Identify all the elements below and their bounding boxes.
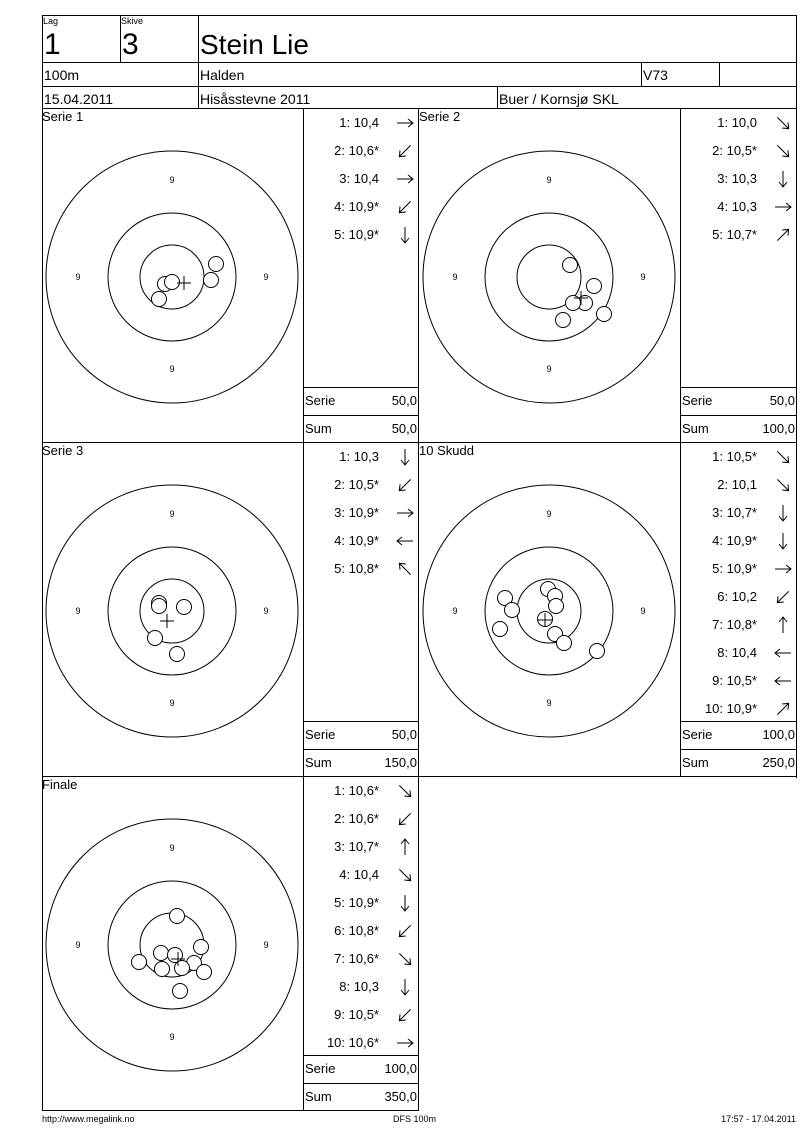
- shot-value: 2: 10,6*: [334, 811, 379, 826]
- shot-direction-icon: [773, 643, 793, 663]
- shot-row: [303, 534, 419, 548]
- shot-direction-icon: [395, 893, 415, 913]
- shot-value: 5: 10,9*: [712, 561, 757, 576]
- shot-direction-icon: [773, 503, 793, 523]
- shot-hole: [152, 599, 167, 614]
- sum-label: Sum: [682, 421, 709, 436]
- shot-hole: [493, 622, 508, 637]
- footer-center: DFS 100m: [393, 1114, 437, 1124]
- shot-direction-icon: [773, 587, 793, 607]
- shot-row: [680, 478, 797, 492]
- lag-label: Lag: [43, 16, 59, 26]
- serie-label: Serie: [682, 727, 713, 742]
- ring-label: 9: [640, 272, 646, 282]
- panel-title: Serie 1: [42, 109, 84, 124]
- panel-title: Finale: [42, 777, 78, 792]
- shot-value: 1: 10,0: [717, 115, 757, 130]
- ring-label: 9: [263, 606, 269, 616]
- shot-row: [303, 200, 419, 214]
- shot-direction-icon: [773, 447, 793, 467]
- shot-value: 3: 10,4: [339, 171, 379, 186]
- shot-value: 2: 10,5*: [712, 143, 757, 158]
- shot-direction-icon: [395, 559, 415, 579]
- shot-row: [303, 924, 419, 938]
- shot-direction-icon: [395, 809, 415, 829]
- shot-value: 3: 10,7*: [712, 505, 757, 520]
- ring-label: 9: [169, 175, 175, 185]
- shot-row: [680, 562, 797, 576]
- shot-hole: [204, 273, 219, 288]
- shot-value: 10: 10,6*: [326, 1035, 379, 1050]
- shot-value: 3: 10,7*: [334, 839, 379, 854]
- shot-row: [303, 116, 419, 130]
- shot-value: 5: 10,7*: [712, 227, 757, 242]
- shot-value: 9: 10,5*: [712, 673, 757, 688]
- target-card: [419, 147, 679, 407]
- shot-hole: [505, 603, 520, 618]
- date: 15.04.2011: [44, 91, 114, 107]
- shot-direction-icon: [395, 781, 415, 801]
- shot-direction-icon: [395, 865, 415, 885]
- ring-label: 9: [169, 698, 175, 708]
- shot-row: [680, 506, 797, 520]
- shot-value: 4: 10,9*: [334, 199, 379, 214]
- shot-row: [303, 478, 419, 492]
- shot-hole: [152, 292, 167, 307]
- shot-direction-icon: [773, 699, 793, 719]
- sum-label: Sum: [305, 755, 332, 770]
- shot-value: 6: 10,8*: [334, 923, 379, 938]
- shot-value: 8: 10,4: [717, 645, 757, 660]
- shot-hole: [177, 600, 192, 615]
- ring-label: 9: [169, 1032, 175, 1042]
- shot-row: [680, 646, 797, 660]
- shot-row: [680, 450, 797, 464]
- shot-hole: [154, 946, 169, 961]
- shot-value: 6: 10,2: [717, 589, 757, 604]
- shot-value: 4: 10,3: [717, 199, 757, 214]
- shot-value: 1: 10,4: [339, 115, 379, 130]
- panel-title: 10 Skudd: [419, 443, 474, 458]
- ring-label: 9: [452, 272, 458, 282]
- shot-direction-icon: [395, 197, 415, 217]
- class: V73: [643, 67, 668, 83]
- shot-row: [303, 450, 419, 464]
- shot-row: [680, 534, 797, 548]
- ring-label: 9: [263, 940, 269, 950]
- shot-row: [303, 840, 419, 854]
- shot-value: 4: 10,9*: [712, 533, 757, 548]
- serie-total: 100,0: [384, 1061, 417, 1076]
- skive-value: 3: [122, 28, 139, 61]
- shot-direction-icon: [395, 949, 415, 969]
- shot-hole: [549, 599, 564, 614]
- shot-value: 10: 10,9*: [704, 701, 757, 716]
- shot-direction-icon: [395, 1033, 415, 1053]
- shot-row: [303, 1008, 419, 1022]
- shot-value: 3: 10,9*: [334, 505, 379, 520]
- shot-row: [680, 200, 797, 214]
- shot-row: [680, 172, 797, 186]
- shot-row: [680, 702, 797, 716]
- shot-hole: [597, 307, 612, 322]
- shot-row: [303, 562, 419, 576]
- ring-label: 9: [75, 272, 81, 282]
- sum-total: 250,0: [762, 755, 795, 770]
- shot-hole: [155, 962, 170, 977]
- shot-direction-icon: [395, 447, 415, 467]
- shot-row: [303, 952, 419, 966]
- shot-row: [303, 812, 419, 826]
- panel-title: Serie 2: [419, 109, 461, 124]
- shot-direction-icon: [773, 475, 793, 495]
- shot-direction-icon: [773, 531, 793, 551]
- shot-direction-icon: [395, 1005, 415, 1025]
- shot-hole: [173, 984, 188, 999]
- sum-label: Sum: [305, 421, 332, 436]
- shot-row: [680, 116, 797, 130]
- shot-direction-icon: [773, 197, 793, 217]
- sum-label: Sum: [305, 1089, 332, 1104]
- ring-label: 9: [75, 606, 81, 616]
- sum-total: 50,0: [391, 421, 417, 436]
- ring-label: 9: [169, 364, 175, 374]
- range-name: Buer / Kornsjø SKL: [499, 91, 619, 107]
- shot-row: [303, 1036, 419, 1050]
- shot-row: [303, 172, 419, 186]
- shot-value: 5: 10,9*: [334, 895, 379, 910]
- shot-value: 1: 10,3: [339, 449, 379, 464]
- shot-value: 1: 10,5*: [712, 449, 757, 464]
- shot-direction-icon: [395, 503, 415, 523]
- shot-row: [303, 228, 419, 242]
- ring-label: 9: [546, 364, 552, 374]
- shot-hole: [194, 940, 209, 955]
- shot-hole: [197, 965, 212, 980]
- shot-row: [303, 896, 419, 910]
- shot-value: 5: 10,8*: [334, 561, 379, 576]
- target-card: [42, 815, 302, 1075]
- ring-label: 9: [546, 698, 552, 708]
- shot-direction-icon: [395, 113, 415, 133]
- sum-total: 150,0: [384, 755, 417, 770]
- ring-label: 9: [75, 940, 81, 950]
- shot-hole: [557, 636, 572, 651]
- shot-hole: [563, 258, 578, 273]
- shot-direction-icon: [395, 977, 415, 997]
- ring-label: 9: [263, 272, 269, 282]
- footer-timestamp: 17:57 - 17.04.2011: [721, 1114, 796, 1124]
- event-name: Hisåsstevne 2011: [200, 91, 311, 107]
- shot-value: 4: 10,4: [339, 867, 379, 882]
- shot-hole: [170, 647, 185, 662]
- ring-label: 9: [546, 175, 552, 185]
- serie-label: Serie: [305, 393, 336, 408]
- shot-hole: [587, 279, 602, 294]
- shot-hole: [170, 909, 185, 924]
- shot-direction-icon: [773, 559, 793, 579]
- shot-hole: [148, 631, 163, 646]
- shot-row: [680, 674, 797, 688]
- shot-hole: [175, 961, 190, 976]
- shot-value: 9: 10,5*: [334, 1007, 379, 1022]
- ring-label: 9: [546, 509, 552, 519]
- shot-row: [680, 144, 797, 158]
- shot-direction-icon: [773, 225, 793, 245]
- shot-value: 7: 10,8*: [712, 617, 757, 632]
- shot-row: [680, 590, 797, 604]
- shot-hole: [556, 313, 571, 328]
- shot-direction-icon: [395, 531, 415, 551]
- shooter-name: Stein Lie: [200, 29, 309, 60]
- shot-value: 7: 10,6*: [334, 951, 379, 966]
- shot-value: 2: 10,6*: [334, 143, 379, 158]
- serie-total: 50,0: [769, 393, 795, 408]
- sum-total: 350,0: [384, 1089, 417, 1104]
- panel-title: Serie 3: [42, 443, 84, 458]
- shot-direction-icon: [395, 169, 415, 189]
- lag-value: 1: [44, 28, 61, 61]
- shot-row: [680, 228, 797, 242]
- shot-hole: [132, 955, 147, 970]
- shot-direction-icon: [395, 837, 415, 857]
- ring-label: 9: [452, 606, 458, 616]
- shot-value: 8: 10,3: [339, 979, 379, 994]
- shot-direction-icon: [395, 141, 415, 161]
- center-cross-icon: [177, 276, 191, 290]
- shot-hole: [165, 275, 180, 290]
- club: Halden: [200, 67, 245, 83]
- target-card: [42, 147, 302, 407]
- sum-total: 100,0: [762, 421, 795, 436]
- sum-label: Sum: [682, 755, 709, 770]
- shot-value: 2: 10,1: [717, 477, 757, 492]
- center-cross-icon: [160, 614, 174, 628]
- serie-label: Serie: [682, 393, 713, 408]
- serie-total: 100,0: [762, 727, 795, 742]
- serie-label: Serie: [305, 1061, 336, 1076]
- shot-direction-icon: [773, 671, 793, 691]
- ring-label: 9: [640, 606, 646, 616]
- shot-direction-icon: [773, 169, 793, 189]
- shot-direction-icon: [395, 475, 415, 495]
- ring-label: 9: [169, 843, 175, 853]
- shot-row: [303, 144, 419, 158]
- shot-row: [303, 506, 419, 520]
- shot-hole: [590, 644, 605, 659]
- shot-direction-icon: [773, 615, 793, 635]
- shot-direction-icon: [395, 225, 415, 245]
- shot-row: [303, 980, 419, 994]
- shot-direction-icon: [395, 921, 415, 941]
- footer-url[interactable]: http://www.megalink.no: [42, 1114, 135, 1124]
- serie-total: 50,0: [391, 393, 417, 408]
- shot-row: [680, 618, 797, 632]
- distance: 100m: [44, 67, 80, 83]
- shot-value: 5: 10,9*: [334, 227, 379, 242]
- shot-value: 3: 10,3: [717, 171, 757, 186]
- serie-label: Serie: [305, 727, 336, 742]
- shot-row: [303, 868, 419, 882]
- shot-value: 4: 10,9*: [334, 533, 379, 548]
- shot-hole: [209, 257, 224, 272]
- shot-direction-icon: [773, 113, 793, 133]
- target-card: [42, 481, 302, 741]
- ring-label: 9: [169, 509, 175, 519]
- target-card: [419, 481, 679, 741]
- shot-row: [303, 784, 419, 798]
- serie-total: 50,0: [391, 727, 417, 742]
- shot-value: 2: 10,5*: [334, 477, 379, 492]
- skive-label: Skive: [121, 16, 144, 26]
- shot-direction-icon: [773, 141, 793, 161]
- shot-value: 1: 10,6*: [334, 783, 379, 798]
